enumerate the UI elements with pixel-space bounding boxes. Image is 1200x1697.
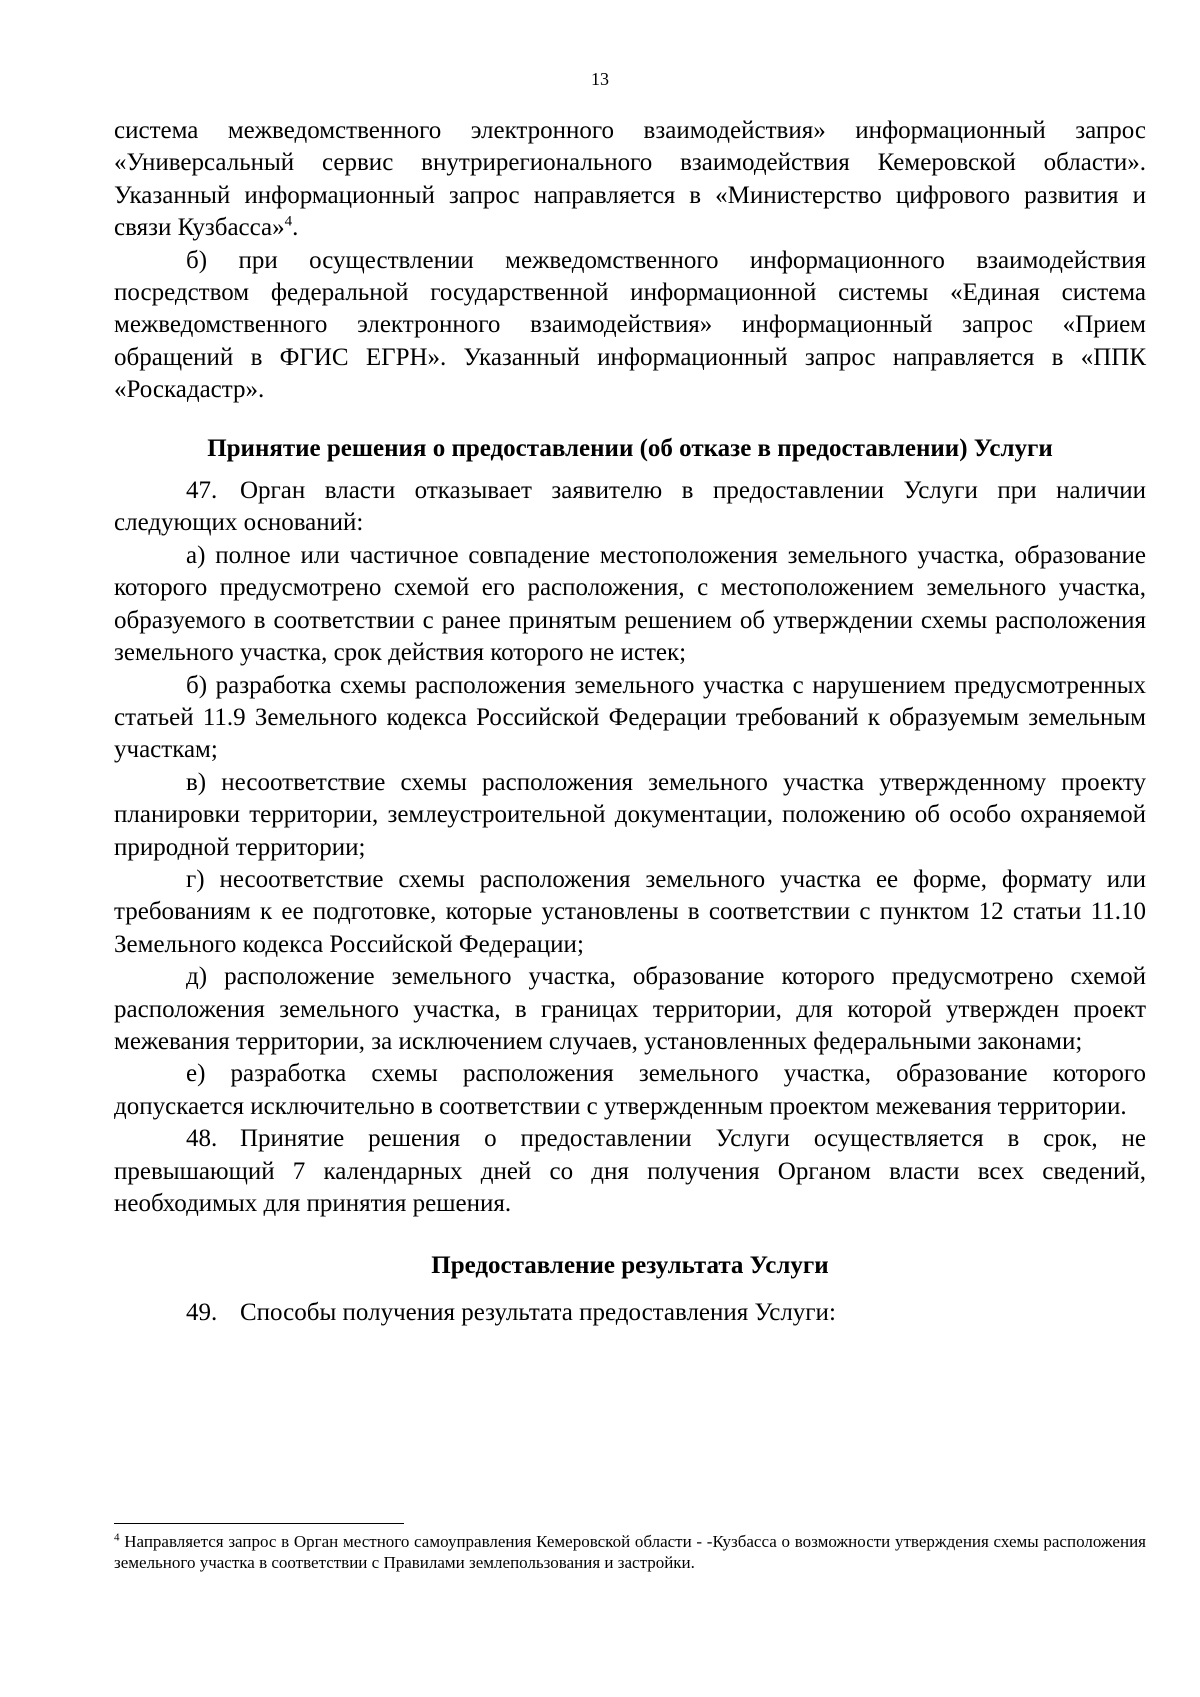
footnote-separator [114, 1523, 404, 1524]
item-number: 47. [186, 477, 218, 505]
footnote-text: Направляется запрос в Орган местного самоуправления Кемеровской области - -Кузбасса о возможности утверждения схемы расположения земельного участка в соответствии с Правилами землепользования и застройки. [114, 1532, 1146, 1572]
refusal-ground-d: д) расположение земельного участка, образование которого предусмотрено схемой расположения земельного участка, в границах территории, для которой утвержден проект межевания территории, за исключением случаев, установленных федеральными законами; [114, 963, 1146, 1055]
refusal-ground-e: е) разработка схемы расположения земельного участка, образование которого допускается исключительно в соответствии с утвержденным проектом межевания территории. [114, 1060, 1146, 1120]
footnote [114, 1531, 1146, 1573]
page-number: 13 [591, 69, 609, 89]
refusal-ground-g: г) несоответствие схемы расположения земельного участка ее форме, формату или требованиям к ее подготовке, которые установлены в соответствии с пунктом 12 статьи 11.10 Земельного кодекса Российской Федерации; [114, 865, 1146, 958]
paragraph-continuation [114, 115, 1146, 245]
section-heading-result: Предоставление результата Услуги [431, 1252, 829, 1280]
refusal-ground-a: а) полное или частичное совпадение местоположения земельного участка, образование которого предусмотрено схемой его расположения, с местоположением земельного участка, образуемого в соответствии с ранее принятым решением об утверждении схемы расположения земельного участка, срок действия которого не истек; [114, 541, 1146, 667]
refusal-ground-b: б) разработка схемы расположения земельного участка с нарушением предусмотренных статьей 11.9 Земельного кодекса Российской Федерации требований к образуемым земельным участкам; [114, 671, 1146, 764]
footnote-number: 4 [114, 1531, 120, 1544]
item-49 [114, 1297, 1146, 1329]
paragraph-subitem-b: б) при осуществлении межведомственного информационного взаимодействия посредством федеральной государственной информационной системы «Единая система межведомственного электронного взаимодействия» информационный запрос «Прием обращений в ФГИС ЕГРН». Указанный информационный запрос направляется в «ППК «Роскадастр». [114, 246, 1146, 404]
document-body [114, 115, 1146, 1329]
item-48 [114, 1123, 1146, 1220]
section-heading-decision: Принятие решения о предоставлении (об отказе в предоставлении) Услуги [207, 434, 1053, 462]
item-number: 48. [186, 1125, 218, 1153]
paragraph-end: . [292, 214, 299, 242]
item-number: 49. [186, 1298, 218, 1326]
item-47 [114, 475, 1146, 540]
item-text: Способы получения результата предоставления Услуги: [240, 1298, 836, 1326]
footnote-reference[interactable]: 4 [284, 213, 293, 230]
paragraph-text: система межведомственного электронного взаимодействия» информационный запрос «Универсальный сервис внутрирегионального взаимодействия Кемеровской области». Указанный информационный запрос направляется в «Министерство цифрового развития и связи Кузбасса» [114, 117, 1146, 242]
refusal-ground-v: в) несоответствие схемы расположения земельного участка утвержденному проекту планировки территории, землеустроительной документации, положению об особо охраняемой природной территории; [114, 768, 1146, 861]
item-text: Принятие решения о предоставлении Услуги осуществляется в срок, не превышающий 7 календарных дней со дня получения Органом власти всех сведений, необходимых для принятия решения. [114, 1125, 1146, 1217]
item-text: Орган власти отказывает заявителю в предоставлении Услуги при наличии следующих оснований: [114, 477, 1146, 537]
